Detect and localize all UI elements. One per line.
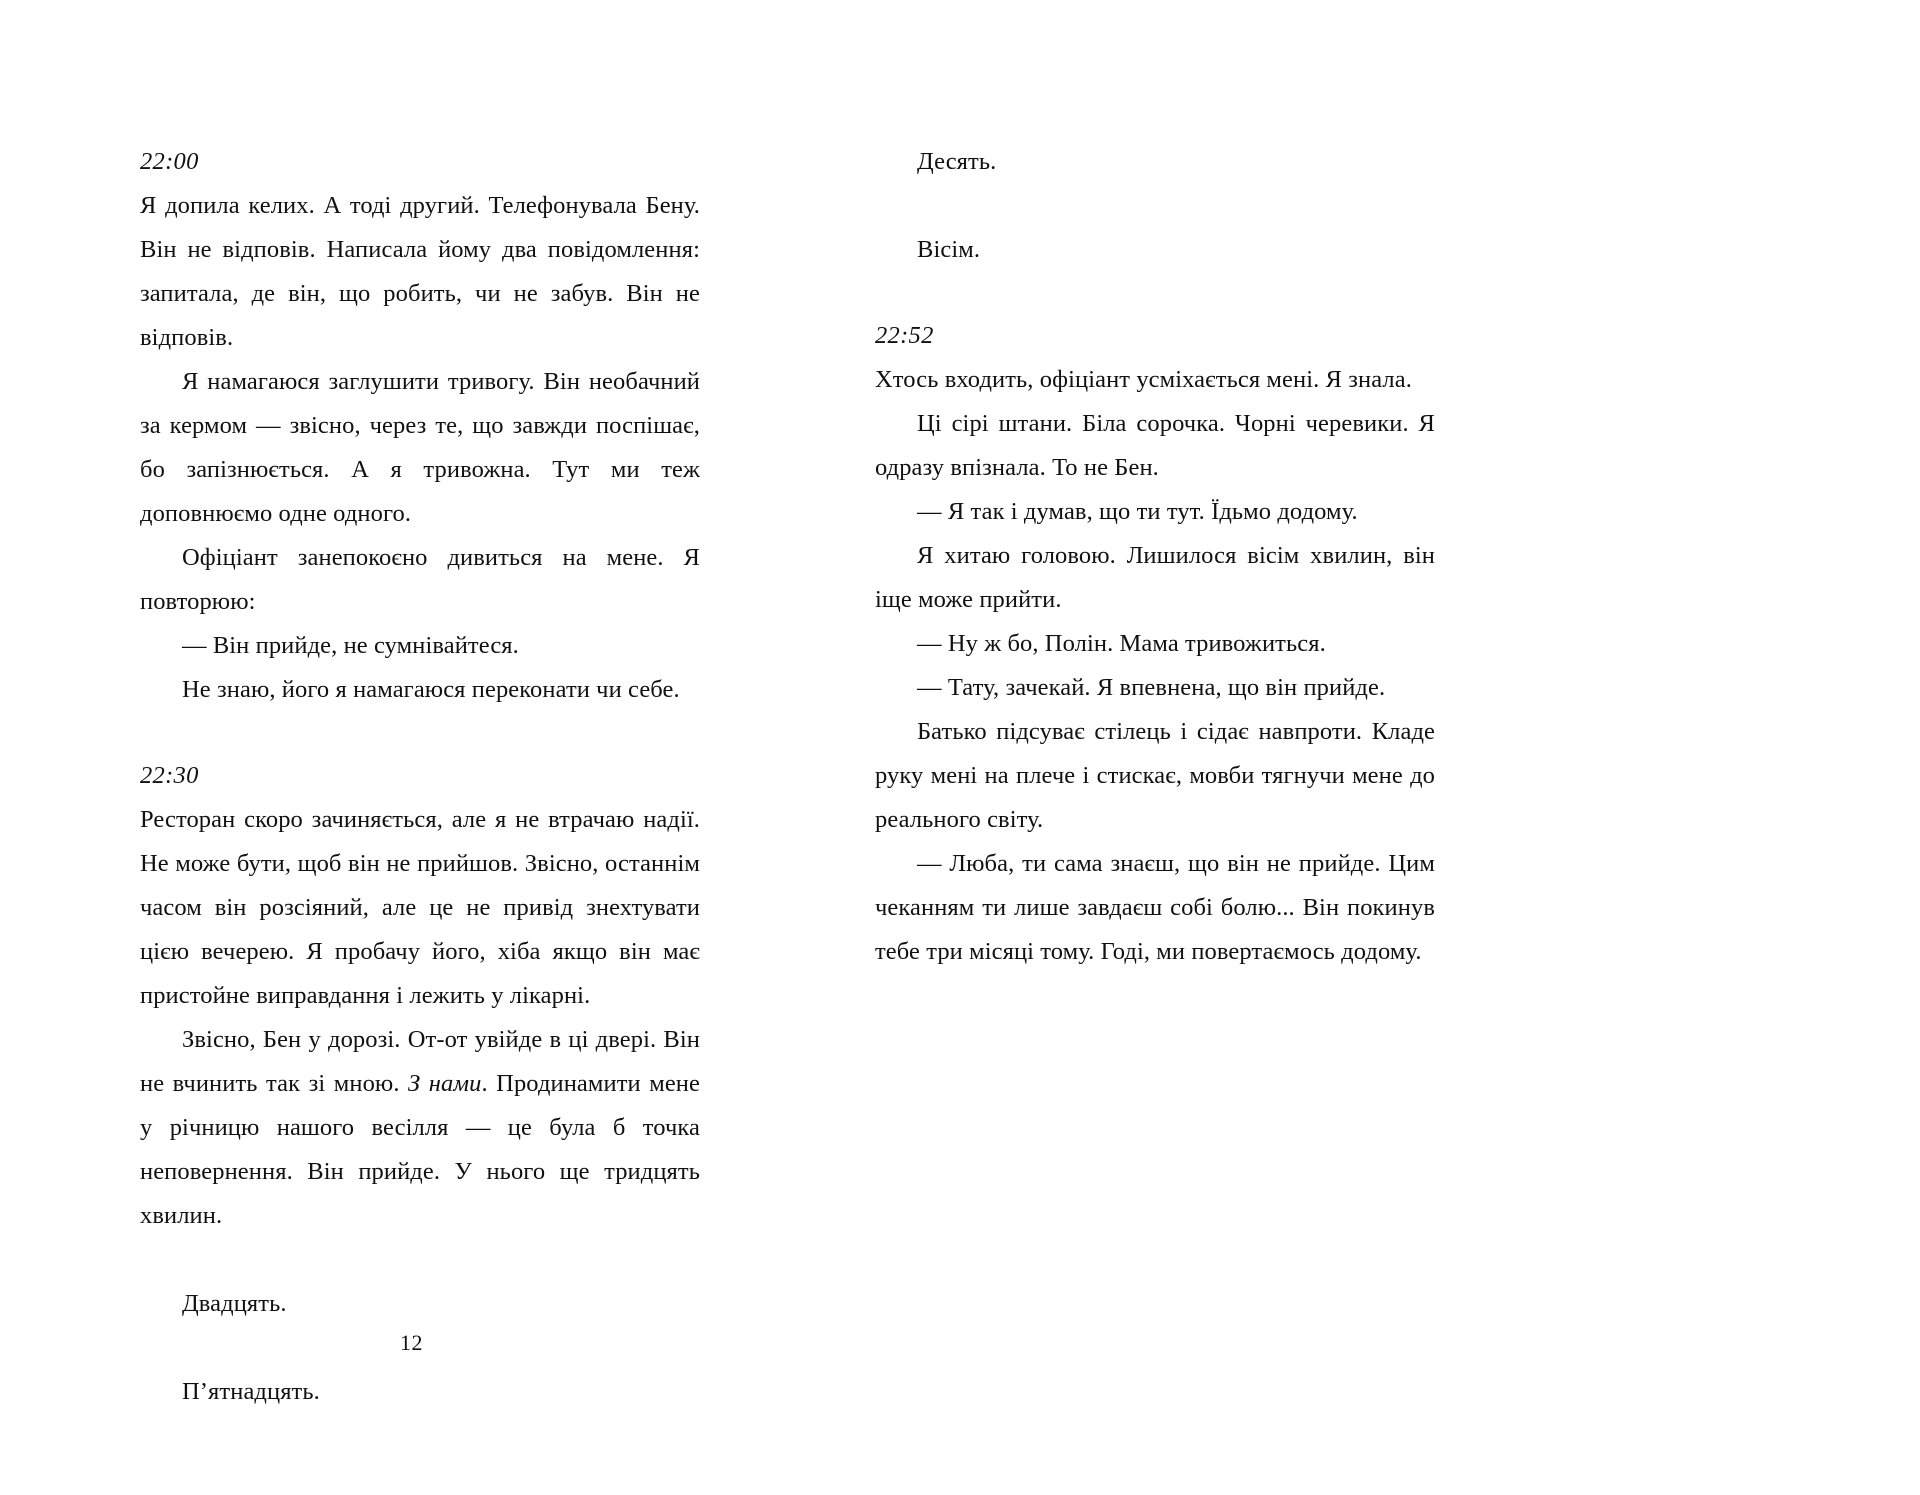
paragraph-left-3: Офіціант занепокоєно дивиться на мене. Я повторюю: (140, 544, 700, 615)
paragraph-left-6 (140, 1018, 700, 1238)
paragraph-left-1: Я допила келих. А тоді другий. Телефонувала Бену. Він не відповів. Написала йому два повідомлення: запитала, де він, що робить, чи не забув. Він не відповів. (140, 192, 700, 351)
countdown-fifteen: П’ятнадцять. (182, 1378, 320, 1405)
timestamp-2200: 22:00 (140, 148, 199, 175)
paragraph-right-3: Я хитаю головою. Лишилося вісім хвилин, він іще може прийти. (875, 542, 1435, 613)
dialogue-right-3: — Тату, зачекай. Я впевнена, що він прийде. (917, 674, 1386, 701)
page-left (0, 0, 780, 1495)
dialogue-right-1: — Я так і думав, що ти тут. Їдьмо додому. (917, 498, 1358, 525)
countdown-eight: Вісім. (917, 236, 981, 263)
paragraph-left-6-after: . Продинамити мене у річницю нашого весілля — це була б точка неповернення. Він прийде. У нього ще тридцять хвилин. (140, 1070, 700, 1229)
dialogue-right-2: — Ну ж бо, Полін. Мама тривожиться. (917, 630, 1326, 657)
countdown-ten: Десять. (917, 148, 997, 175)
timestamp-2252: 22:52 (875, 322, 934, 349)
dialogue-left-1: — Він прийде, не сумнівайтеся. (182, 632, 519, 659)
right-column-text (875, 140, 1435, 974)
dialogue-right-4: — Люба, ти сама знаєш, що він не прийде. Цим чеканням ти лише завдаєш собі болю... Він покинув тебе три місяці тому. Годі, ми повертаємось додому. (875, 850, 1435, 965)
timestamp-2230: 22:30 (140, 762, 199, 789)
paragraph-left-6-before: Звісно, Бен у дорозі. От-от увійде в ці двері. Він не вчинить так зі мною. (140, 1026, 700, 1097)
page-number: 12 (400, 1330, 423, 1355)
paragraph-left-4: Не знаю, його я намагаюся переконати чи себе. (182, 676, 680, 703)
outer-margin (1560, 0, 1920, 1495)
countdown-twenty: Двадцять. (182, 1290, 287, 1317)
paragraph-right-2: Ці сірі штани. Біла сорочка. Чорні черевики. Я одразу впізнала. То не Бен. (875, 410, 1435, 481)
paragraph-left-2: Я намагаюся заглушити тривогу. Він необачний за кермом — звісно, через те, що завжди поспішає, бо запізнюється. А я тривожна. Тут ми теж доповнюємо одне одного. (140, 368, 700, 527)
paragraph-right-4: Батько підсуває стілець і сідає навпроти. Кладе руку мені на плече і стискає, мовби тягнучи мене до реального світу. (875, 718, 1435, 833)
emphasis-z-namy: З нами (408, 1070, 482, 1097)
page-right (780, 0, 1560, 1495)
left-column-text (140, 140, 700, 1414)
paragraph-left-5: Ресторан скоро зачиняється, але я не втрачаю надії. Не може бути, щоб він не прийшов. Звісно, останнім часом він розсіяний, але це не привід знехтувати цією вечерею. Я пробачу його, хіба якщо він має пристойне виправдання і лежить у лікарні. (140, 806, 700, 1009)
paragraph-right-1: Хтось входить, офіціант усміхається мені. Я знала. (875, 366, 1412, 393)
